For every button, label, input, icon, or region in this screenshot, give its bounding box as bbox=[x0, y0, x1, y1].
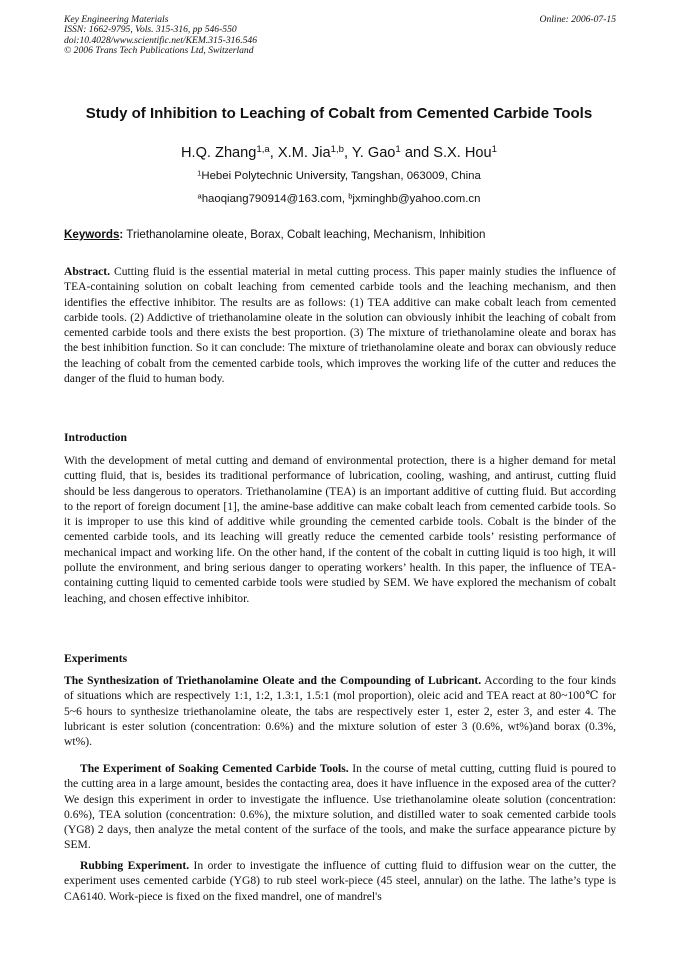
author-separator: , bbox=[344, 145, 352, 161]
experiments-paragraph-rubbing bbox=[64, 858, 616, 904]
author-name: H.Q. Zhang bbox=[180, 145, 257, 161]
abstract-text: Cutting fluid is the essential material in metal cutting process. This paper mainly studies the influence of TEA-containing solution on cobalt leaching from cemented carbide tools and the leaching mechanism, and then identifies the effective inhibitor. The results are as follows: (1) TEA additive can make cobalt leach from cemented carbide tools. (2) Addictive of triethanolamine oleate in the solution can obviously inhibit the leaching of cobalt from cemented carbide tools and there exists the best proportion. (3) The mixture of triethanolamine oleate and borax has the best inhibition function. So it can conclude: The mixture of triethanolamine oleate and borax can obviously reduce the leaching of cobalt from the cemented carbide tools, which improves the working life of the cutter and reduces the danger of the fluid to human body. bbox=[64, 265, 616, 386]
email-b: jxminghb@yahoo.com.cn bbox=[352, 193, 481, 205]
email-b-superscript: b bbox=[348, 191, 353, 201]
author-name: X.M. Jia bbox=[277, 145, 331, 161]
experiments-paragraph-synthesis bbox=[64, 673, 616, 749]
affiliation-text: Hebei Polytechnic University, Tangshan, 063009, China bbox=[201, 170, 481, 182]
affiliation bbox=[40, 170, 638, 182]
email-separator: , bbox=[341, 193, 349, 205]
keywords-label: Keywords bbox=[64, 228, 120, 241]
author-superscript: 1 bbox=[395, 144, 401, 156]
paragraph-text: In the course of metal cutting, cutting fluid is poured to the cutting area in a large amount, besides the contacting area, does it have influence in the exposed area of the cutter? We design this experiment in order to investigate the influence. Use triethanolamine oleate solution (concentration: 0.6%), TEA solution (concentration: 0.6%), the mixture solution, and distilled water to soak cemented carbide tools (YG8) 2 days, then analyze the metal content of the surface of the tools, and make the surface appearance picture by SEM. bbox=[64, 762, 617, 852]
introduction-paragraph: With the development of metal cutting and demand of environmental protection, there is a higher demand for metal cutting fluid, that is, besides its traditional performance of lubrication, cooling, washing, and antirust, cutting fluid should be less dangerous to operators. Triethanolamine (TEA) is an important additive of cutting fluid. But according to the report of foreign document [1], the amine-base additive can make cobalt leach from cemented carbide tools. So it is improper to use this kind of additive while grounding the cemented carbide tools. Cobalt is the binder of the cemented carbide tools, and its leaching will greatly reduce the cemented carbide tools’ resisting performance of mechanical impact and working life. On the other hand, if the content of the cobalt in cutting liquid is too high, it will pollute the environment, and bring serious danger to operating workers’ health. In this paper, the influence of TEA-containing cutting liquid to cemented carbide tools were studied by SEM. We have explored the mechanism of cobalt leaching, and chosen effective inhibitor. bbox=[64, 454, 616, 605]
abstract bbox=[64, 264, 616, 386]
email-a: haoqiang790914@163.com bbox=[201, 193, 342, 205]
journal-header bbox=[64, 15, 616, 57]
keywords-text: Triethanolamine oleate, Borax, Cobalt leaching, Mechanism, Inhibition bbox=[123, 228, 486, 241]
section-heading-experiments: Experiments bbox=[64, 652, 128, 665]
author-superscript: 1 bbox=[491, 144, 498, 156]
paper-title: Study of Inhibition to Leaching of Cobalt from Cemented Carbide Tools bbox=[85, 105, 593, 122]
paragraph-run-in-heading: The Synthesization of Triethanolamine Oleate and the Compounding of Lubricant. bbox=[64, 674, 482, 687]
copyright-line: © 2006 Trans Tech Publications Ltd, Switzerland bbox=[64, 45, 254, 57]
author-emails bbox=[40, 193, 638, 205]
paragraph-run-in-heading: Rubbing Experiment. bbox=[80, 859, 190, 872]
section-heading-introduction: Introduction bbox=[64, 431, 127, 444]
author-superscript: 1,b bbox=[330, 144, 345, 156]
doi-line: doi:10.4028/www.scientific.net/KEM.315-316.546 bbox=[64, 34, 258, 46]
affiliation-superscript: 1 bbox=[197, 168, 202, 178]
author-name: S.X. Hou bbox=[433, 145, 492, 161]
email-a-superscript: a bbox=[197, 191, 202, 201]
paragraph-text: In order to investigate the influence of cutting fluid to diffusion wear on the cutter, the experiment uses cemented carbide (YG8) to rub steel work-piece (45 steel, annular) on the lathe. The lathe’s type is CA6140. Work-piece is fixed on the fixed mandrel, one of mandrel's bbox=[64, 859, 616, 903]
abstract-label: Abstract. bbox=[64, 265, 111, 278]
paragraph-run-in-heading: The Experiment of Soaking Cemented Carbide Tools. bbox=[80, 762, 349, 775]
online-date: Online: 2006-07-15 bbox=[539, 14, 616, 25]
author-separator: and bbox=[400, 145, 434, 161]
issn-line: ISSN: 1662-9795, Vols. 315-316, pp 546-550 bbox=[64, 24, 237, 36]
paragraph-text: According to the four kinds of situations which are respectively 1:1, 1:2, 1.3:1, 1.5:1 (mol proportion), oleic acid and TEA react at 80~100℃ for 5~6 hours to synthesize triethanolamine oleate, the tabs are respectively ester 1, ester 2, ester 3, and ester 4. The lubricant is ester solution (concentration: 0.6%) and the mixture solution of ester 3 (0.6%, wt%)and borax (0.3%, wt%). bbox=[64, 674, 616, 749]
author-separator: , bbox=[269, 145, 278, 161]
journal-name: Key Engineering Materials bbox=[64, 14, 169, 25]
author-list bbox=[40, 145, 638, 161]
keywords bbox=[64, 228, 624, 241]
author-superscript: 1,a bbox=[256, 144, 270, 156]
keywords-colon: : bbox=[119, 228, 124, 241]
author-name: Y. Gao bbox=[351, 145, 396, 161]
experiments-paragraph-soaking bbox=[64, 761, 616, 853]
